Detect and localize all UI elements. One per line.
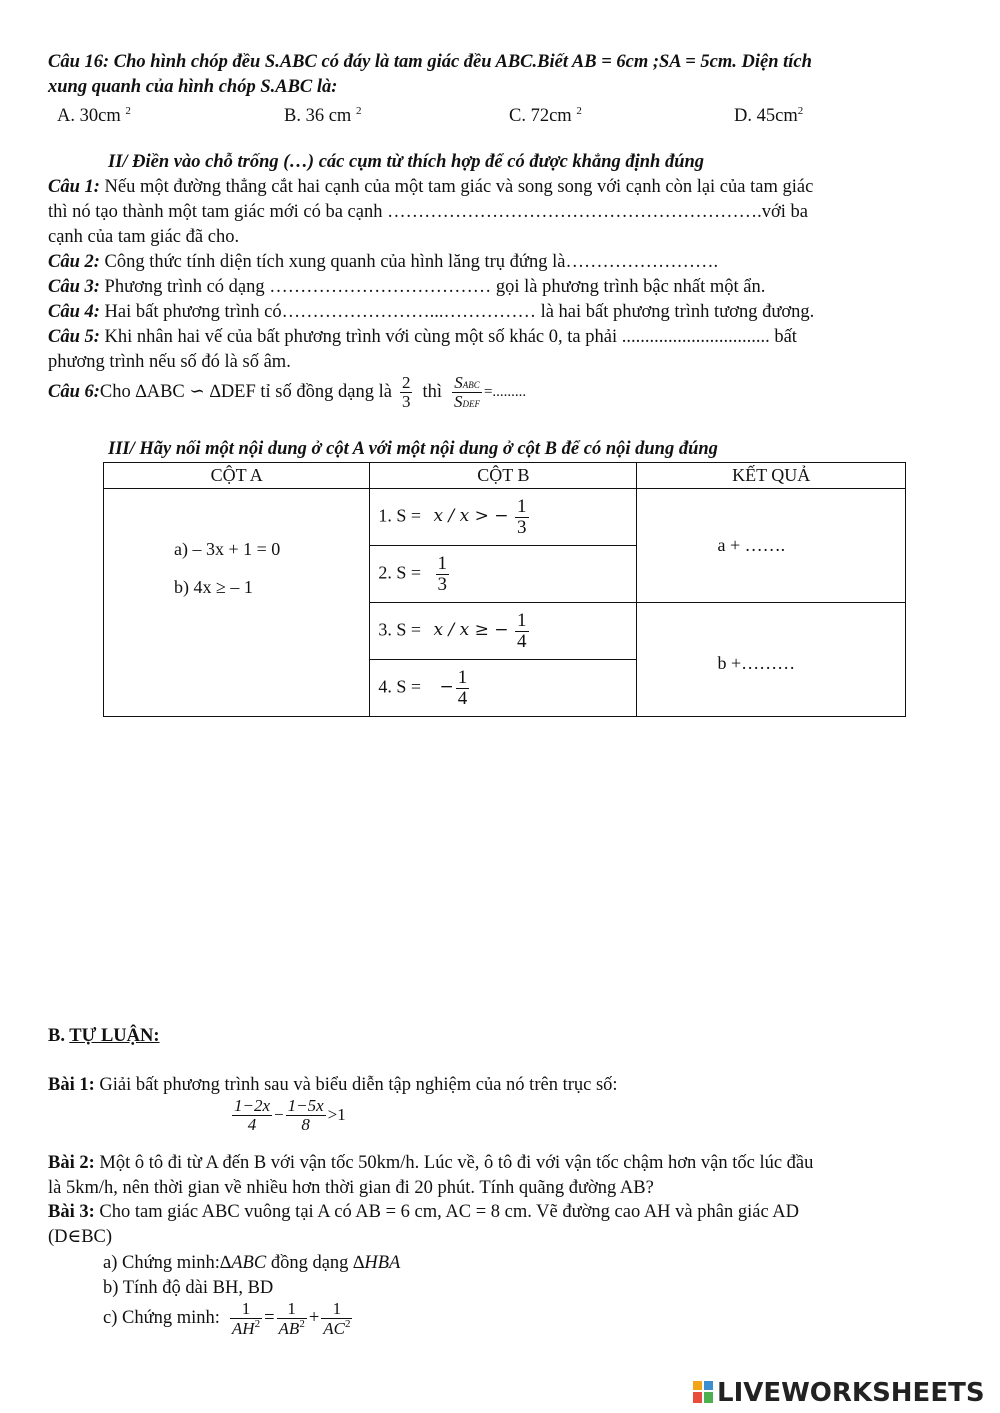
fill-question-5-line1: Câu 5: Khi nhân hai vế của bất phương trình với cùng một số khác 0, ta phải ................................ bất xyxy=(48,327,797,347)
col-a-item-a: a) – 3x + 1 = 0 xyxy=(174,539,281,559)
col-a-cell xyxy=(104,489,370,717)
q16-line2: xung quanh của hình chóp S.ABC là: xyxy=(48,77,338,97)
fill-question-1-line1: Câu 1: Nếu một đường thẳng cắt hai cạnh của một tam giác và song song với cạnh còn lại của tam giác xyxy=(48,177,814,197)
col-b-option-4: 4. S = − $\frac{1}{4}$ xyxy=(370,660,637,717)
fill-question-6: Câu 6: Cho ∆ABC ∽ ∆DEF tỉ số đồng dạng là $\frac{2}{3}$ thì $\frac{\text{SABC}}{\text{SDEF}}$ =......... xyxy=(48,373,527,411)
bai3-part-a: a) Chứng minh:∆ABC đồng dạng ∆HBA xyxy=(103,1253,401,1273)
liveworksheets-logo-icon xyxy=(693,1381,713,1403)
fill-question-4: Câu 4: Hai bất phương trình có……………………...…………… là hai bất phương trình tương đương. xyxy=(48,302,815,322)
fill-question-2: Câu 2: Công thức tính diện tích xung quanh của hình lăng trụ đứng là……………………. xyxy=(48,252,719,272)
col-b-option-3: 3. S = x / x ≥ − $\frac{1}{4}$ xyxy=(370,603,637,660)
col-b-option-2: 2. S = $\frac{1}{3}$ xyxy=(370,546,637,603)
section2-heading: II/ Điền vào chỗ trống (…) các cụm từ thích hợp để có được khẳng định đúng xyxy=(108,152,705,172)
fill-question-1-line3: cạnh của tam giác đã cho. xyxy=(48,227,240,247)
fill-question-1-line2: thì nó tạo thành một tam giác mới có ba cạnh …………………………………………………….với ba xyxy=(48,202,808,222)
bai2-line1: Bài 2: Một ô tô đi từ A đến B với vận tốc 50km/h. Lúc về, ô tô đi với vận tốc chậm hơn vận tốc lúc đầu xyxy=(48,1153,814,1173)
part-b-heading: B. TỰ LUẬN: xyxy=(48,1026,160,1046)
col-a-item-b: b) 4x ≥ – 1 xyxy=(174,577,253,597)
col-a-header: CỘT A xyxy=(104,463,370,489)
section3-heading: III/ Hãy nối một nội dung ở cột A với một nội dung ở cột B để có nội dung đúng xyxy=(108,439,718,459)
q16-option-b: B. 36 cm $^2$ xyxy=(284,105,362,126)
bai3-line2: (D∈BC) xyxy=(48,1227,113,1247)
q16-line1: Câu 16: Cho hình chóp đều S.ABC có đáy là tam giác đều ABC.Biết AB = 6cm ;SA = 5cm. Diện tích xyxy=(48,52,812,72)
q16-option-c: C. 72cm $^2$ xyxy=(509,105,582,126)
result-a-cell[interactable]: a + ……. xyxy=(637,489,906,603)
result-b-cell[interactable]: b +……… xyxy=(637,603,906,717)
bai3-part-c: c) Chứng minh: $\frac{1}{AH^2}$ = $\frac{1}{AB^2}$ + $\frac{1}{AC^2}$ xyxy=(103,1299,351,1338)
col-b-option-1: 1. S = x / x > − $\frac{1}{3}$ xyxy=(370,489,637,546)
bai1-statement: Bài 1: Giải bất phương trình sau và biểu diễn tập nghiệm của nó trên trục số: xyxy=(48,1075,618,1095)
matching-table xyxy=(103,462,906,717)
q16-option-a: A. 30cm $^2$ xyxy=(57,105,131,126)
ratio-fraction: $\frac{2}{3}$ xyxy=(401,373,411,411)
bai2-line2: là 5km/h, nên thời gian về nhiều hơn thời gian đi 20 phút. Tính quãng đường AB? xyxy=(48,1178,654,1198)
fill-question-5-line2: phương trình nếu số đó là số âm. xyxy=(48,352,291,372)
col-b-header: CỘT B xyxy=(370,463,637,489)
bai1-inequality: $\frac{1-2x}{4}$ − $\frac{1-5x}{8}$ >1 xyxy=(234,1096,346,1134)
q16-option-d: D. $45cm^2$ xyxy=(734,105,804,126)
bai3-line1: Bài 3: Cho tam giác ABC vuông tại A có AB = 6 cm, AC = 8 cm. Vẽ đường cao AH và phân giác AD xyxy=(48,1202,799,1222)
bai3-part-b: b) Tính độ dài BH, BD xyxy=(103,1278,274,1298)
fill-question-3: Câu 3: Phương trình có dạng ……………………………… gọi là phương trình bậc nhất một ẩn. xyxy=(48,277,766,297)
liveworksheets-logo: LIVEWORKSHEETS xyxy=(693,1378,985,1408)
area-ratio-fraction: $\frac{\text{SABC}}{\text{SDEF}}$ xyxy=(453,373,480,411)
col-c-header: KẾT QUẢ xyxy=(637,463,906,489)
